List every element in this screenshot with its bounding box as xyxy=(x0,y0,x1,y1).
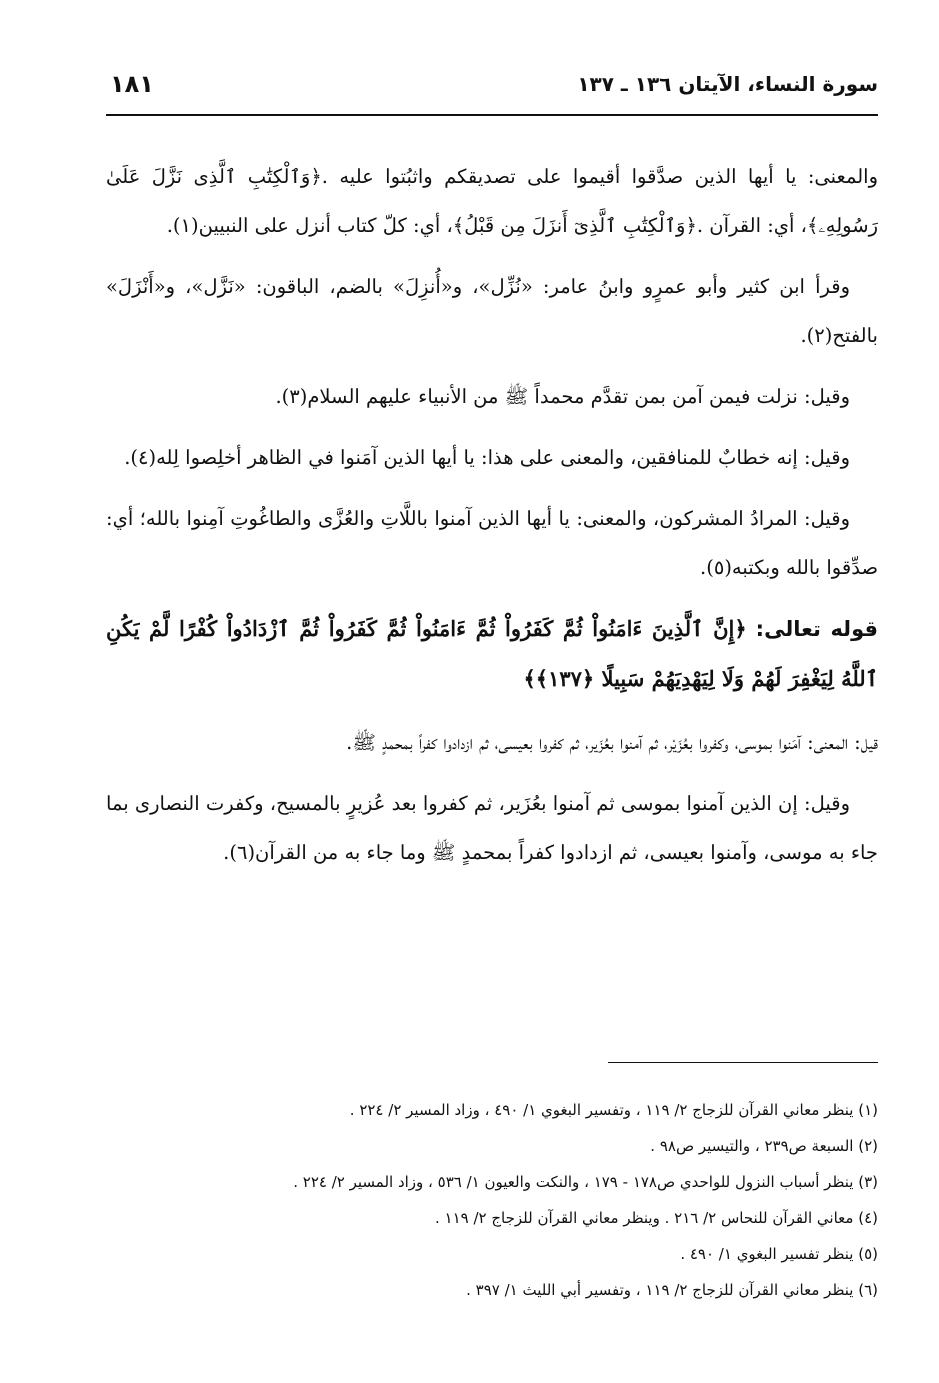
paragraph-3: وقيل: نزلت فيمن آمن بمن تقدَّم محمداً ﷺ من الأنبياء عليهم السلام(٣). xyxy=(275,385,850,408)
paragraph-4: وقيل: إنه خطابٌ للمنافقين، والمعنى على هذا: يا أيها الذين آمَنوا في الظاهر أخلِصوا لِله(٤). xyxy=(124,446,850,469)
paragraph-6: قيل: المعنى: آمَنوا بموسى، وكفروا بعُزَيْر، ثم آمنوا بعُزَير، ثم كفروا بعيسى، ثم ازدادوا كفراً بمحمدٍ ﷺ. xyxy=(346,731,878,754)
footnote-2: (٢) السبعة ص٢٣٩ ، والتيسير ص٩٨ . xyxy=(650,1137,878,1155)
verse-label: قوله تعالى: xyxy=(755,617,878,641)
paragraph-5: وقيل: المرادُ المشركون، والمعنى: يا أيها الذين آمنوا باللَّاتِ والعُزَّى والطاغُوتِ آمِنوا بالله؛ أي: صدِّقوا بالله وبكتبه(٥). xyxy=(106,507,878,579)
paragraph-2: وقرأ ابن كثير وأبو عمرٍو وابنُ عامر: «نُزِّل»، و«أُنزِلَ» بالضم، الباقون: «نَزَّل»، و«أَنْزَلَ» بالفتح(٢). xyxy=(106,275,878,347)
footnote-separator xyxy=(608,1062,878,1063)
footnotes xyxy=(106,1092,878,1308)
footnote-5: (٥) ينظر تفسير البغوي ١/ ٤٩٠ . xyxy=(680,1245,878,1263)
quran-verse xyxy=(106,604,878,704)
book-page xyxy=(106,62,878,1342)
paragraph-7: وقيل: إن الذين آمنوا بموسى ثم آمنوا بعُزَير، ثم كفروا بعد عُزيرٍ بالمسيح، وكفرت النصارى بما جاء به موسى، وآمنوا بعيسى، ثم ازدادوا كفراً بمحمدٍ ﷺ وما جاء به من القرآن(٦). xyxy=(106,792,878,864)
main-text xyxy=(106,152,878,877)
footnote-3: (٣) ينظر أسباب النزول للواحدي ص١٧٨ - ١٧٩ ، والنكت والعيون ١/ ٥٣٦ ، وزاد المسير ٢/ ٢٢٤ . xyxy=(293,1173,878,1191)
footnote-1: (١) ينظر معاني القرآن للزجاج ٢/ ١١٩ ، وتفسير البغوي ١/ ٤٩٠ ، وزاد المسير ٢/ ٢٢٤ . xyxy=(349,1101,878,1119)
footnote-4: (٤) معاني القرآن للنحاس ٢/ ٢١٦ . وينظر معاني القرآن للزجاج ٢/ ١١٩ . xyxy=(435,1209,878,1227)
footnote-6: (٦) ينظر معاني القرآن للزجاج ٢/ ١١٩ ، وتفسير أبي الليث ١/ ٣٩٧ . xyxy=(466,1281,878,1299)
verse-text: ﴿إِنَّ ٱلَّذِينَ ءَامَنُواْ ثُمَّ كَفَرُواْ ثُمَّ ءَامَنُواْ ثُمَّ كَفَرُواْ ثُمَّ ٱزْدَادُواْ كُفْرًا لَّمْ يَكُنِ ٱللَّهُ لِيَغْفِرَ لَهُمْ وَلَا لِيَهْدِيَهُمْ سَبِيلًا ﴿١٣٧﴾﴾ xyxy=(106,616,878,691)
header-title: سورة النساء، الآيتان ١٣٦ ـ ١٣٧ xyxy=(577,72,878,96)
paragraph-1: والمعنى: يا أيها الذين صدَّقوا أقيموا على تصديقكم واثبُتوا عليه .﴿وَٱلْكِتَٰبِ ٱلَّذِى نَزَّلَ عَلَىٰ رَسُولِهِۦ﴾، أي: القرآن .﴿وَٱلْكِتَٰبِ ٱلَّذِىٓ أَنزَلَ مِن قَبْلُ﴾، أي: كلّ كتاب أنزل على النبيين(١). xyxy=(106,165,878,237)
running-header xyxy=(106,62,878,116)
page-number: ١٨١ xyxy=(110,70,154,98)
